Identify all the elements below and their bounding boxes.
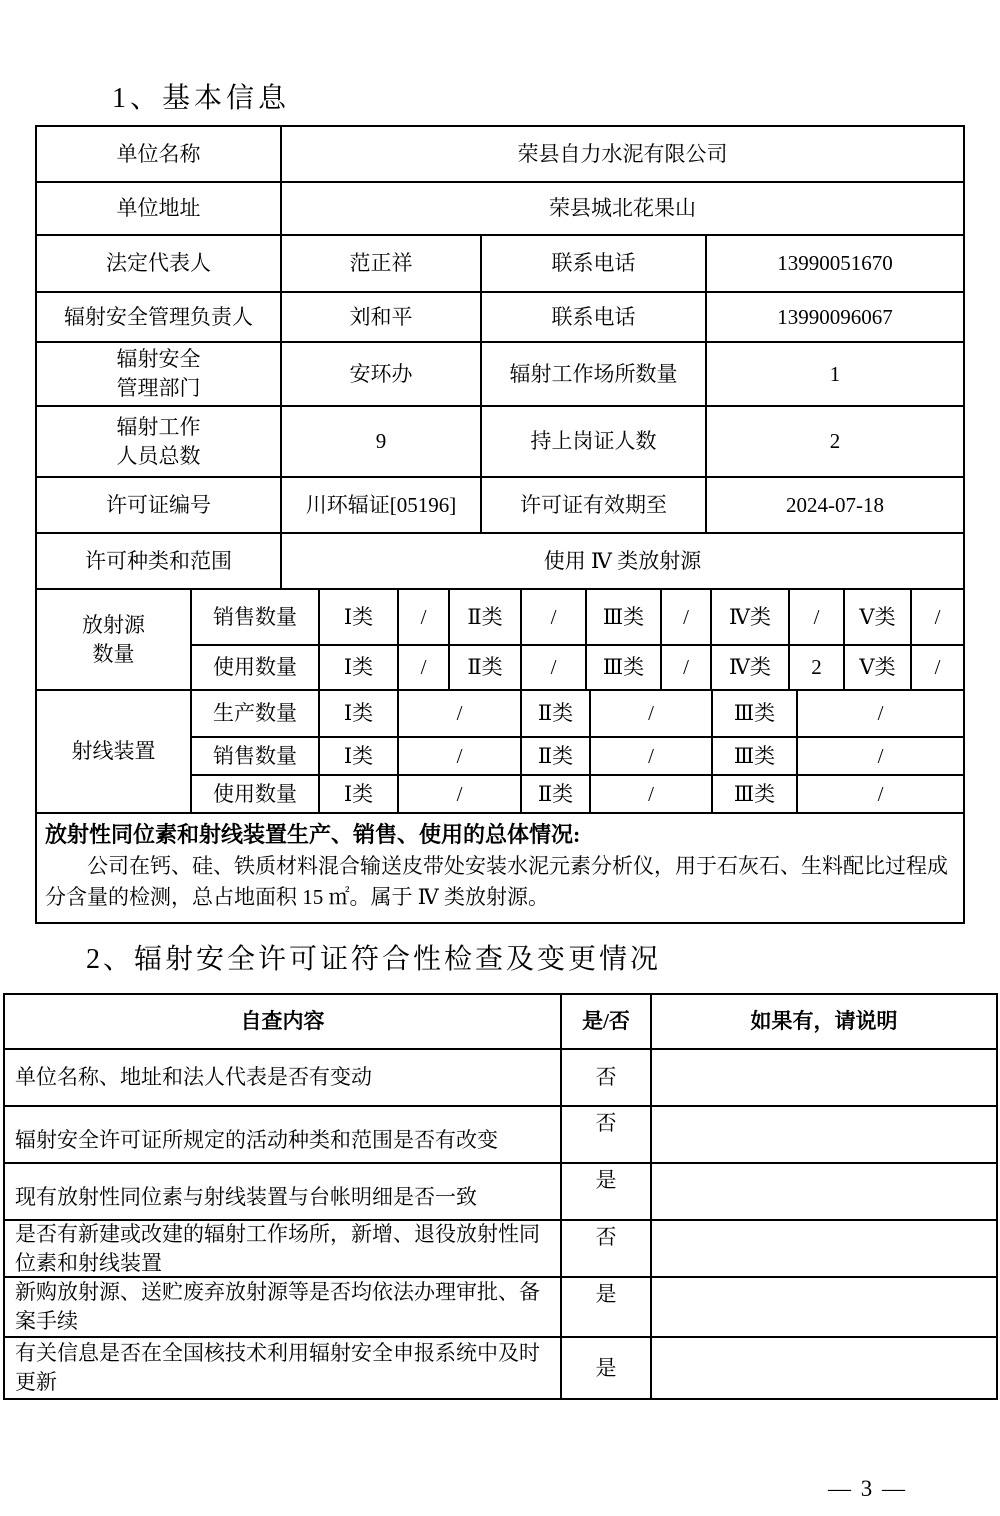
source-use-row <box>192 644 963 689</box>
check-row <box>5 1048 996 1105</box>
check-answer: 是 <box>562 1278 652 1336</box>
class-value-cell: / <box>522 646 587 689</box>
source-row-label: 使用数量 <box>192 646 320 689</box>
class-label-cell: Ⅳ类 <box>712 646 790 689</box>
safety-dept-value: 安环办 <box>282 343 482 405</box>
section1-title: 1、基本信息 <box>112 83 291 114</box>
basic-info-table <box>35 125 965 924</box>
check-question: 是否有新建或改建的辐射工作场所，新增、退役放射性同位素和射线装置 <box>5 1221 562 1276</box>
overall-situation-box <box>37 812 963 922</box>
workplace-count-label: 辐射工作场所数量 <box>482 343 707 405</box>
class-value-cell: / <box>877 743 884 768</box>
check-question: 有关信息是否在全国核技术利用辐射安全申报系统中及时更新 <box>5 1338 562 1398</box>
device-group-label: 射线装置 <box>37 691 192 812</box>
source-row-label: 销售数量 <box>192 590 320 644</box>
class-label-cell: Ⅰ类 <box>320 691 399 736</box>
check-answer: 否 <box>562 1221 652 1276</box>
class-label-cell: Ⅰ类 <box>320 590 399 644</box>
check-header-row <box>5 995 996 1048</box>
class-label-cell: Ⅲ类 <box>587 590 662 644</box>
class-value-cell: / <box>790 590 845 644</box>
table-row <box>37 181 963 234</box>
class-label-cell: Ⅱ类 <box>522 691 591 736</box>
license-expiry-value: 2024-07-18 <box>786 492 884 517</box>
phone1-label: 联系电话 <box>482 236 707 291</box>
overall-situation-title: 放射性同位素和射线装置生产、销售、使用的总体情况: <box>45 822 581 847</box>
section2-title: 2、辐射安全许可证符合性检查及变更情况 <box>86 944 662 975</box>
overall-situation-text: 公司在钙、硅、铁质材料混合输送皮带处安装水泥元素分析仪，用于石灰石、生料配比过程成分含量的检测，总占地面积 15 ㎡。属于 Ⅳ 类放射源。 <box>45 854 948 909</box>
check-row <box>5 1336 996 1398</box>
device-count-group <box>37 689 963 812</box>
source-count-group <box>37 588 963 689</box>
class-label-cell: Ⅲ类 <box>713 776 798 812</box>
workers-total-label-line1: 辐射工作 <box>116 414 201 439</box>
license-no-value: 川环辐证[05196] <box>282 478 482 532</box>
class-label-cell: Ⅲ类 <box>587 646 662 689</box>
class-value-cell: / <box>399 776 522 812</box>
check-question: 辐射安全许可证所规定的活动种类和范围是否有改变 <box>5 1107 562 1162</box>
license-expiry-label: 许可证有效期至 <box>482 478 707 532</box>
class-label-cell: Ⅲ类 <box>713 691 798 736</box>
phone1-value: 13990051670 <box>777 251 893 275</box>
check-note <box>652 1278 996 1336</box>
class-value-cell: / <box>934 604 941 629</box>
class-label-cell: Ⅳ类 <box>712 590 790 644</box>
class-label-cell: Ⅱ类 <box>522 776 591 812</box>
workers-total-label <box>37 407 282 476</box>
class-value-cell: / <box>399 590 450 644</box>
class-value-cell: / <box>934 655 941 679</box>
check-question: 单位名称、地址和法人代表是否有变动 <box>5 1050 562 1105</box>
source-group-label-line1: 放射源 <box>82 612 145 637</box>
check-row <box>5 1276 996 1336</box>
source-group-label <box>37 590 192 689</box>
table-row <box>37 341 963 405</box>
check-question: 新购放射源、送贮废弃放射源等是否均依法办理审批、备案手续 <box>5 1278 562 1336</box>
check-answer: 是 <box>562 1338 652 1398</box>
safety-manager-label: 辐射安全管理负责人 <box>37 293 282 341</box>
class-value-cell: / <box>399 738 522 774</box>
phone2-label: 联系电话 <box>482 293 707 341</box>
class-value-cell: / <box>877 701 884 725</box>
class-label-cell: Ⅰ类 <box>320 646 399 689</box>
check-answer: 是 <box>562 1164 652 1219</box>
class-value-cell: / <box>399 646 450 689</box>
legal-rep-value: 范正祥 <box>282 236 482 291</box>
class-value-cell: / <box>591 738 713 774</box>
legal-rep-label: 法定代表人 <box>37 236 282 291</box>
phone2-value: 13990096067 <box>777 304 893 329</box>
class-label-cell: Ⅰ类 <box>320 738 399 774</box>
cert-holders-label: 持上岗证人数 <box>482 407 707 476</box>
table-row <box>37 476 963 532</box>
workplace-count-value: 1 <box>829 361 841 386</box>
check-note <box>652 1338 996 1398</box>
table-row <box>37 405 963 476</box>
table-row <box>37 127 963 181</box>
device-row-label: 使用数量 <box>192 776 320 812</box>
license-scope-label: 许可种类和范围 <box>37 534 282 588</box>
unit-name-value: 荣县自力水泥有限公司 <box>517 141 728 166</box>
class-value-cell: / <box>662 590 712 644</box>
check-header-yesno: 是/否 <box>562 995 652 1048</box>
class-value-cell: / <box>662 646 712 689</box>
class-value-cell: / <box>591 691 713 736</box>
safety-dept-label <box>37 343 282 405</box>
class-value-cell: / <box>522 590 587 644</box>
unit-address-value: 荣县城北花果山 <box>549 196 696 220</box>
class-label-cell: Ⅲ类 <box>713 738 798 774</box>
license-no-label: 许可证编号 <box>37 478 282 532</box>
license-scope-value: 使用 Ⅳ 类放射源 <box>543 548 702 573</box>
compliance-check-table <box>3 993 998 1400</box>
table-row <box>37 234 963 291</box>
workers-total-label-line2: 人员总数 <box>116 443 201 468</box>
class-label-cell: Ⅰ类 <box>320 776 399 812</box>
class-value-cell: / <box>591 776 713 812</box>
source-group-label-line2: 数量 <box>92 641 135 666</box>
unit-address-label: 单位地址 <box>37 183 282 234</box>
class-label-cell: Ⅱ类 <box>450 590 522 644</box>
check-header-explain: 如果有，请说明 <box>750 1009 898 1033</box>
safety-dept-label-line2: 管理部门 <box>116 376 201 400</box>
safety-dept-label-line1: 辐射安全 <box>116 347 201 371</box>
check-row <box>5 1105 996 1162</box>
check-answer: 否 <box>562 1107 652 1162</box>
safety-manager-value: 刘和平 <box>282 293 482 341</box>
device-sale-row <box>192 736 963 774</box>
class-label-cell: Ⅴ类 <box>845 646 912 689</box>
class-value-cell: / <box>399 691 522 736</box>
check-note <box>652 1164 996 1219</box>
check-row <box>5 1162 996 1219</box>
table-row <box>37 291 963 341</box>
check-question: 现有放射性同位素与射线装置与台帐明细是否一致 <box>5 1164 562 1219</box>
device-row-label: 销售数量 <box>192 738 320 774</box>
class-label-cell: Ⅱ类 <box>450 646 522 689</box>
check-note <box>652 1221 996 1276</box>
class-label-cell: Ⅱ类 <box>522 738 591 774</box>
page-number: — 3 — <box>828 1476 907 1501</box>
device-use-row <box>192 774 963 812</box>
cert-holders-value: 2 <box>829 429 841 453</box>
class-value-cell: / <box>877 781 884 806</box>
check-header-content: 自查内容 <box>5 995 562 1048</box>
class-value-cell: 2 <box>790 646 845 689</box>
table-row <box>37 532 963 588</box>
source-sale-row <box>192 590 963 644</box>
class-label-cell: Ⅴ类 <box>845 590 912 644</box>
check-note <box>652 1050 996 1105</box>
device-row-label: 生产数量 <box>192 691 320 736</box>
device-produce-row <box>192 691 963 736</box>
check-answer: 否 <box>562 1050 652 1105</box>
unit-name-label: 单位名称 <box>37 127 282 181</box>
check-note <box>652 1107 996 1162</box>
workers-total-value: 9 <box>282 407 482 476</box>
check-row <box>5 1219 996 1276</box>
